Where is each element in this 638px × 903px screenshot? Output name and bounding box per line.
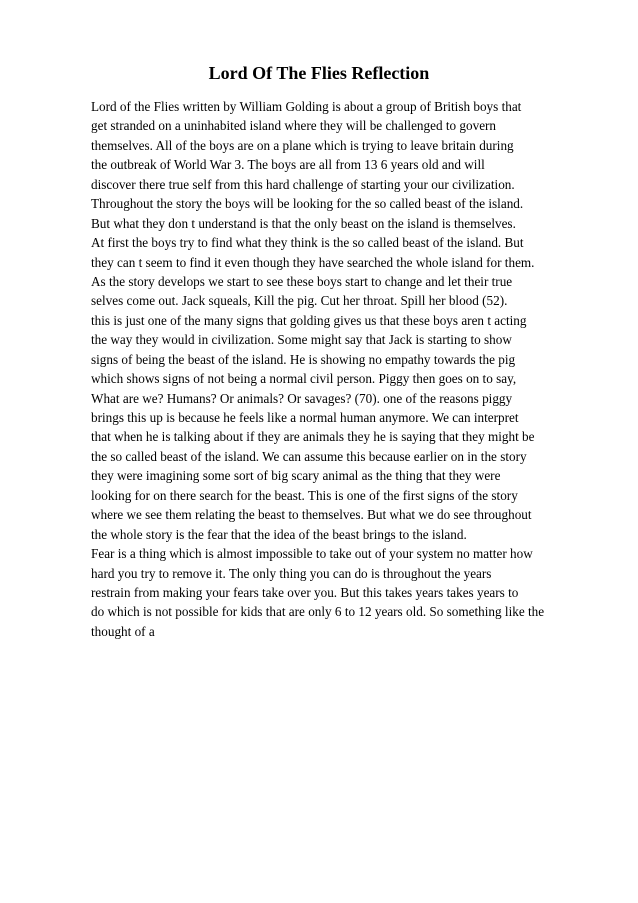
- body-line: this is just one of the many signs that golding gives us that these boys aren t acting: [91, 312, 527, 328]
- body-line: they were imagining some sort of big scary animal as the thing that they were: [91, 468, 501, 484]
- body-line: themselves. All of the boys are on a plane which is trying to leave britain during: [91, 137, 514, 153]
- body-line: do which is not possible for kids that are only 6 to 12 years old. So something like the: [91, 604, 545, 620]
- body-line: the outbreak of World War 3. The boys are all from 13 6 years old and will: [91, 157, 485, 173]
- body-line: Lord of the Flies written by William Golding is about a group of British boys that: [91, 99, 522, 114]
- body-line: thought of a: [91, 623, 155, 639]
- body-line: they can t seem to find it even though they have searched the whole island for them.: [91, 254, 535, 270]
- body-line: As the story develops we start to see these boys start to change and let their true: [91, 273, 513, 289]
- body-line: signs of being the beast of the island. He is showing no empathy towards the pig: [91, 351, 516, 367]
- body-line: the way they would in civilization. Some might say that Jack is starting to show: [91, 332, 512, 348]
- body-line: Fear is a thing which is almost impossible to take out of your system no matter how: [91, 546, 533, 562]
- body-line: where we see them relating the beast to themselves. But what we do see throughout: [91, 507, 532, 523]
- body-line: Throughout the story the boys will be looking for the so called beast of the island.: [91, 196, 524, 212]
- body-line: get stranded on a uninhabited island where they will be challenged to govern: [91, 118, 497, 134]
- body-line: discover there true self from this hard challenge of starting your our civilization.: [91, 176, 515, 192]
- body-line: looking for on there search for the beast. This is one of the first signs of the story: [91, 487, 518, 503]
- body-line: which shows signs of not being a normal civil person. Piggy then goes on to say,: [91, 371, 517, 387]
- body-line: selves come out. Jack squeals, Kill the pig. Cut her throat. Spill her blood (52).: [91, 293, 508, 309]
- body-line: the so called beast of the island. We can assume this because earlier on in the story: [91, 448, 527, 464]
- document-title: Lord Of The Flies Reflection: [208, 63, 430, 83]
- body-line: At first the boys try to find what they think is the so called beast of the island. But: [91, 235, 524, 251]
- body-line: brings this up is because he feels like a normal human anymore. We can interpret: [91, 410, 519, 425]
- body-line: hard you try to remove it. The only thing you can do is throughout the years: [91, 565, 492, 581]
- body-line: that when he is talking about if they are animals they he is saying that they might be: [91, 429, 535, 445]
- body-line: restrain from making your fears take over you. But this takes years takes years to: [91, 584, 519, 600]
- body-line: But what they don t understand is that the only beast on the island is themselves.: [91, 215, 516, 231]
- body-line: the whole story is the fear that the idea of the beast brings to the island.: [91, 526, 467, 542]
- document-body: [91, 97, 631, 641]
- body-line: What are we? Humans? Or animals? Or savages? (70). one of the reasons piggy: [91, 390, 513, 406]
